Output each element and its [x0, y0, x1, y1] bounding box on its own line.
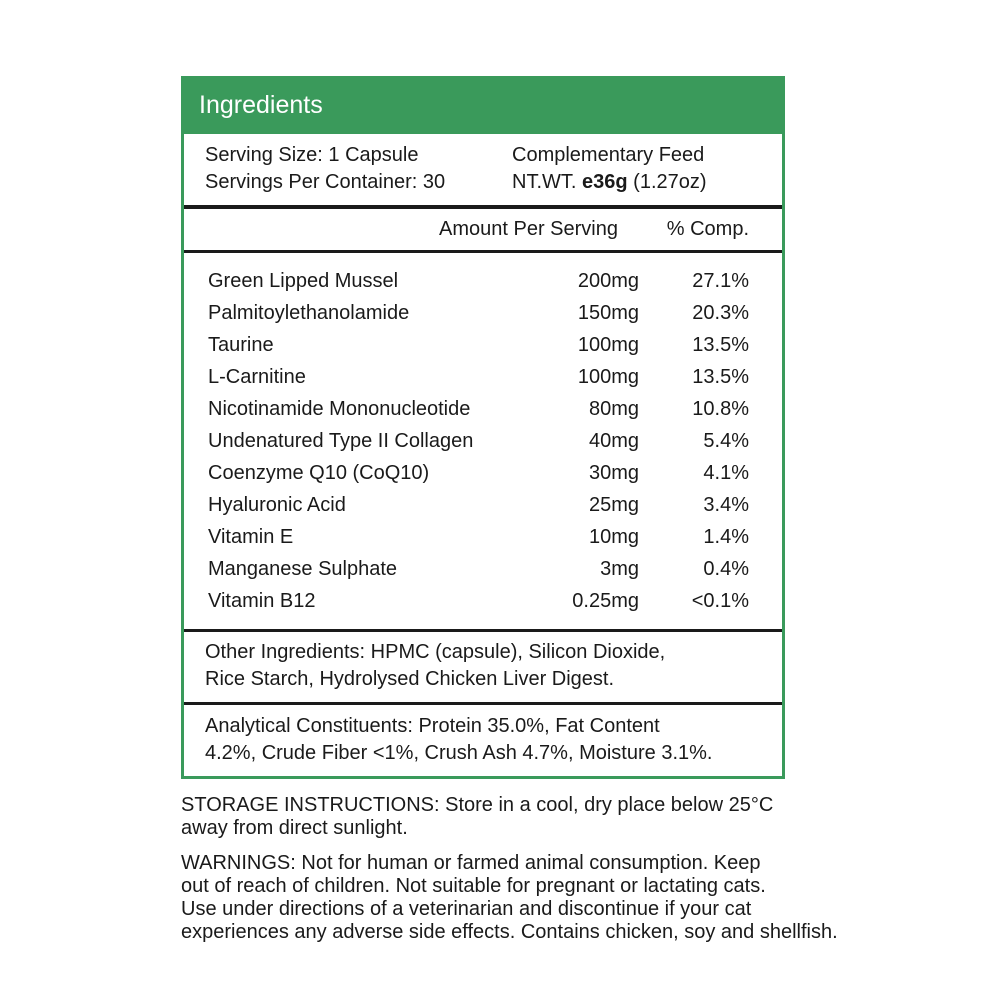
panel-header [184, 79, 782, 134]
ingredient-row [184, 297, 782, 329]
ingredient-percent: <0.1% [691, 590, 749, 612]
ingredient-amount: 25mg [588, 494, 639, 516]
analytical-line1: Protein 35.0%, Fat Content [418, 715, 660, 737]
ingredient-amount: 40mg [588, 430, 639, 452]
storage-label: STORAGE INSTRUCTIONS: [181, 794, 440, 816]
warnings-line2: out of reach of children. Not suitable for pregnant or lactating cats. [181, 875, 766, 897]
ingredient-percent: 3.4% [703, 494, 749, 516]
ingredient-amount: 30mg [588, 462, 639, 484]
ingredient-amount: 100mg [577, 334, 639, 356]
ingredient-row [184, 553, 782, 585]
column-amount-header: Amount Per Serving [439, 218, 618, 240]
other-ingredients-label: Other Ingredients: [205, 641, 366, 663]
divider-other [184, 629, 782, 632]
analytical-line2: 4.2%, Crude Fiber <1%, Crush Ash 4.7%, Moisture 3.1%. [205, 742, 713, 764]
ingredient-amount: 0.25mg [572, 590, 639, 612]
ingredient-percent: 0.4% [703, 558, 749, 580]
ingredients-panel [181, 76, 785, 779]
divider-header [184, 250, 782, 253]
divider-thick [184, 205, 782, 209]
ingredient-percent: 10.8% [692, 398, 749, 420]
servings-per-container-value: 30 [422, 171, 446, 193]
ingredient-amount: 100mg [577, 366, 639, 388]
warnings [181, 852, 961, 944]
storage-instructions [181, 794, 961, 840]
column-percent-header: % Comp. [666, 218, 749, 240]
ingredient-percent: 13.5% [692, 334, 749, 356]
other-ingredients [205, 639, 775, 693]
warnings-line3: Use under directions of a veterinarian and discontinue if your cat [181, 898, 752, 920]
ingredient-percent: 13.5% [692, 366, 749, 388]
warnings-label: WARNINGS: [181, 852, 296, 874]
ingredient-percent: 27.1% [692, 270, 749, 292]
ingredient-row [184, 585, 782, 617]
ingredient-name: Vitamin B12 [208, 590, 316, 612]
ingredient-name: Manganese Sulphate [208, 558, 398, 580]
warnings-line1: Not for human or farmed animal consumption. Keep [301, 852, 761, 874]
divider-analytical [184, 702, 782, 705]
feed-type: Complementary Feed [512, 144, 705, 166]
ingredient-row [184, 361, 782, 393]
ingredient-name: Palmitoylethanolamide [208, 302, 410, 324]
servings-per-container [205, 169, 445, 195]
other-ingredients-line1: HPMC (capsule), Silicon Dioxide, [370, 641, 666, 663]
ingredient-row [184, 393, 782, 425]
other-ingredients-line2: Rice Starch, Hydrolysed Chicken Liver Digest. [205, 668, 615, 690]
analytical-constituents [205, 713, 780, 767]
ingredient-row [184, 265, 782, 297]
ingredient-name: Taurine [208, 334, 274, 356]
ingredient-amount: 10mg [588, 526, 639, 548]
ingredient-amount: 3mg [600, 558, 639, 580]
servings-per-container-label: Servings Per Container: [205, 171, 418, 193]
ingredient-amount: 150mg [577, 302, 639, 324]
ingredient-percent: 5.4% [703, 430, 749, 452]
ingredient-name: Undenatured Type II Collagen [208, 430, 474, 452]
ingredient-amount: 80mg [588, 398, 639, 420]
warnings-line4: experiences any adverse side effects. Contains chicken, soy and shellfish. [181, 921, 838, 943]
storage-line2: away from direct sunlight. [181, 817, 408, 839]
net-weight-alt: (1.27oz) [633, 171, 707, 193]
ingredient-name: Nicotinamide Mononucleotide [208, 398, 471, 420]
ingredient-percent: 20.3% [692, 302, 749, 324]
ingredient-name: L-Carnitine [208, 366, 306, 388]
ingredient-percent: 4.1% [703, 462, 749, 484]
ingredient-name: Vitamin E [208, 526, 294, 548]
ingredient-row [184, 489, 782, 521]
ingredient-name: Coenzyme Q10 (CoQ10) [208, 462, 430, 484]
serving-size-value: 1 Capsule [328, 144, 419, 166]
net-weight [512, 169, 707, 195]
ingredient-amount: 200mg [577, 270, 639, 292]
serving-size-label: Serving Size: [205, 144, 323, 166]
ingredient-row [184, 457, 782, 489]
serving-size [205, 142, 418, 168]
ingredient-name: Green Lipped Mussel [208, 270, 399, 292]
ingredient-percent: 1.4% [703, 526, 749, 548]
panel-title: Ingredients [199, 91, 323, 119]
net-weight-label: NT.WT. [512, 171, 577, 193]
analytical-label: Analytical Constituents: [205, 715, 413, 737]
ingredient-row [184, 521, 782, 553]
ingredient-row [184, 329, 782, 361]
net-weight-value: e36g [582, 171, 628, 193]
ingredient-row [184, 425, 782, 457]
ingredient-name: Hyaluronic Acid [208, 494, 346, 516]
storage-line1: Store in a cool, dry place below 25°C [445, 794, 774, 816]
